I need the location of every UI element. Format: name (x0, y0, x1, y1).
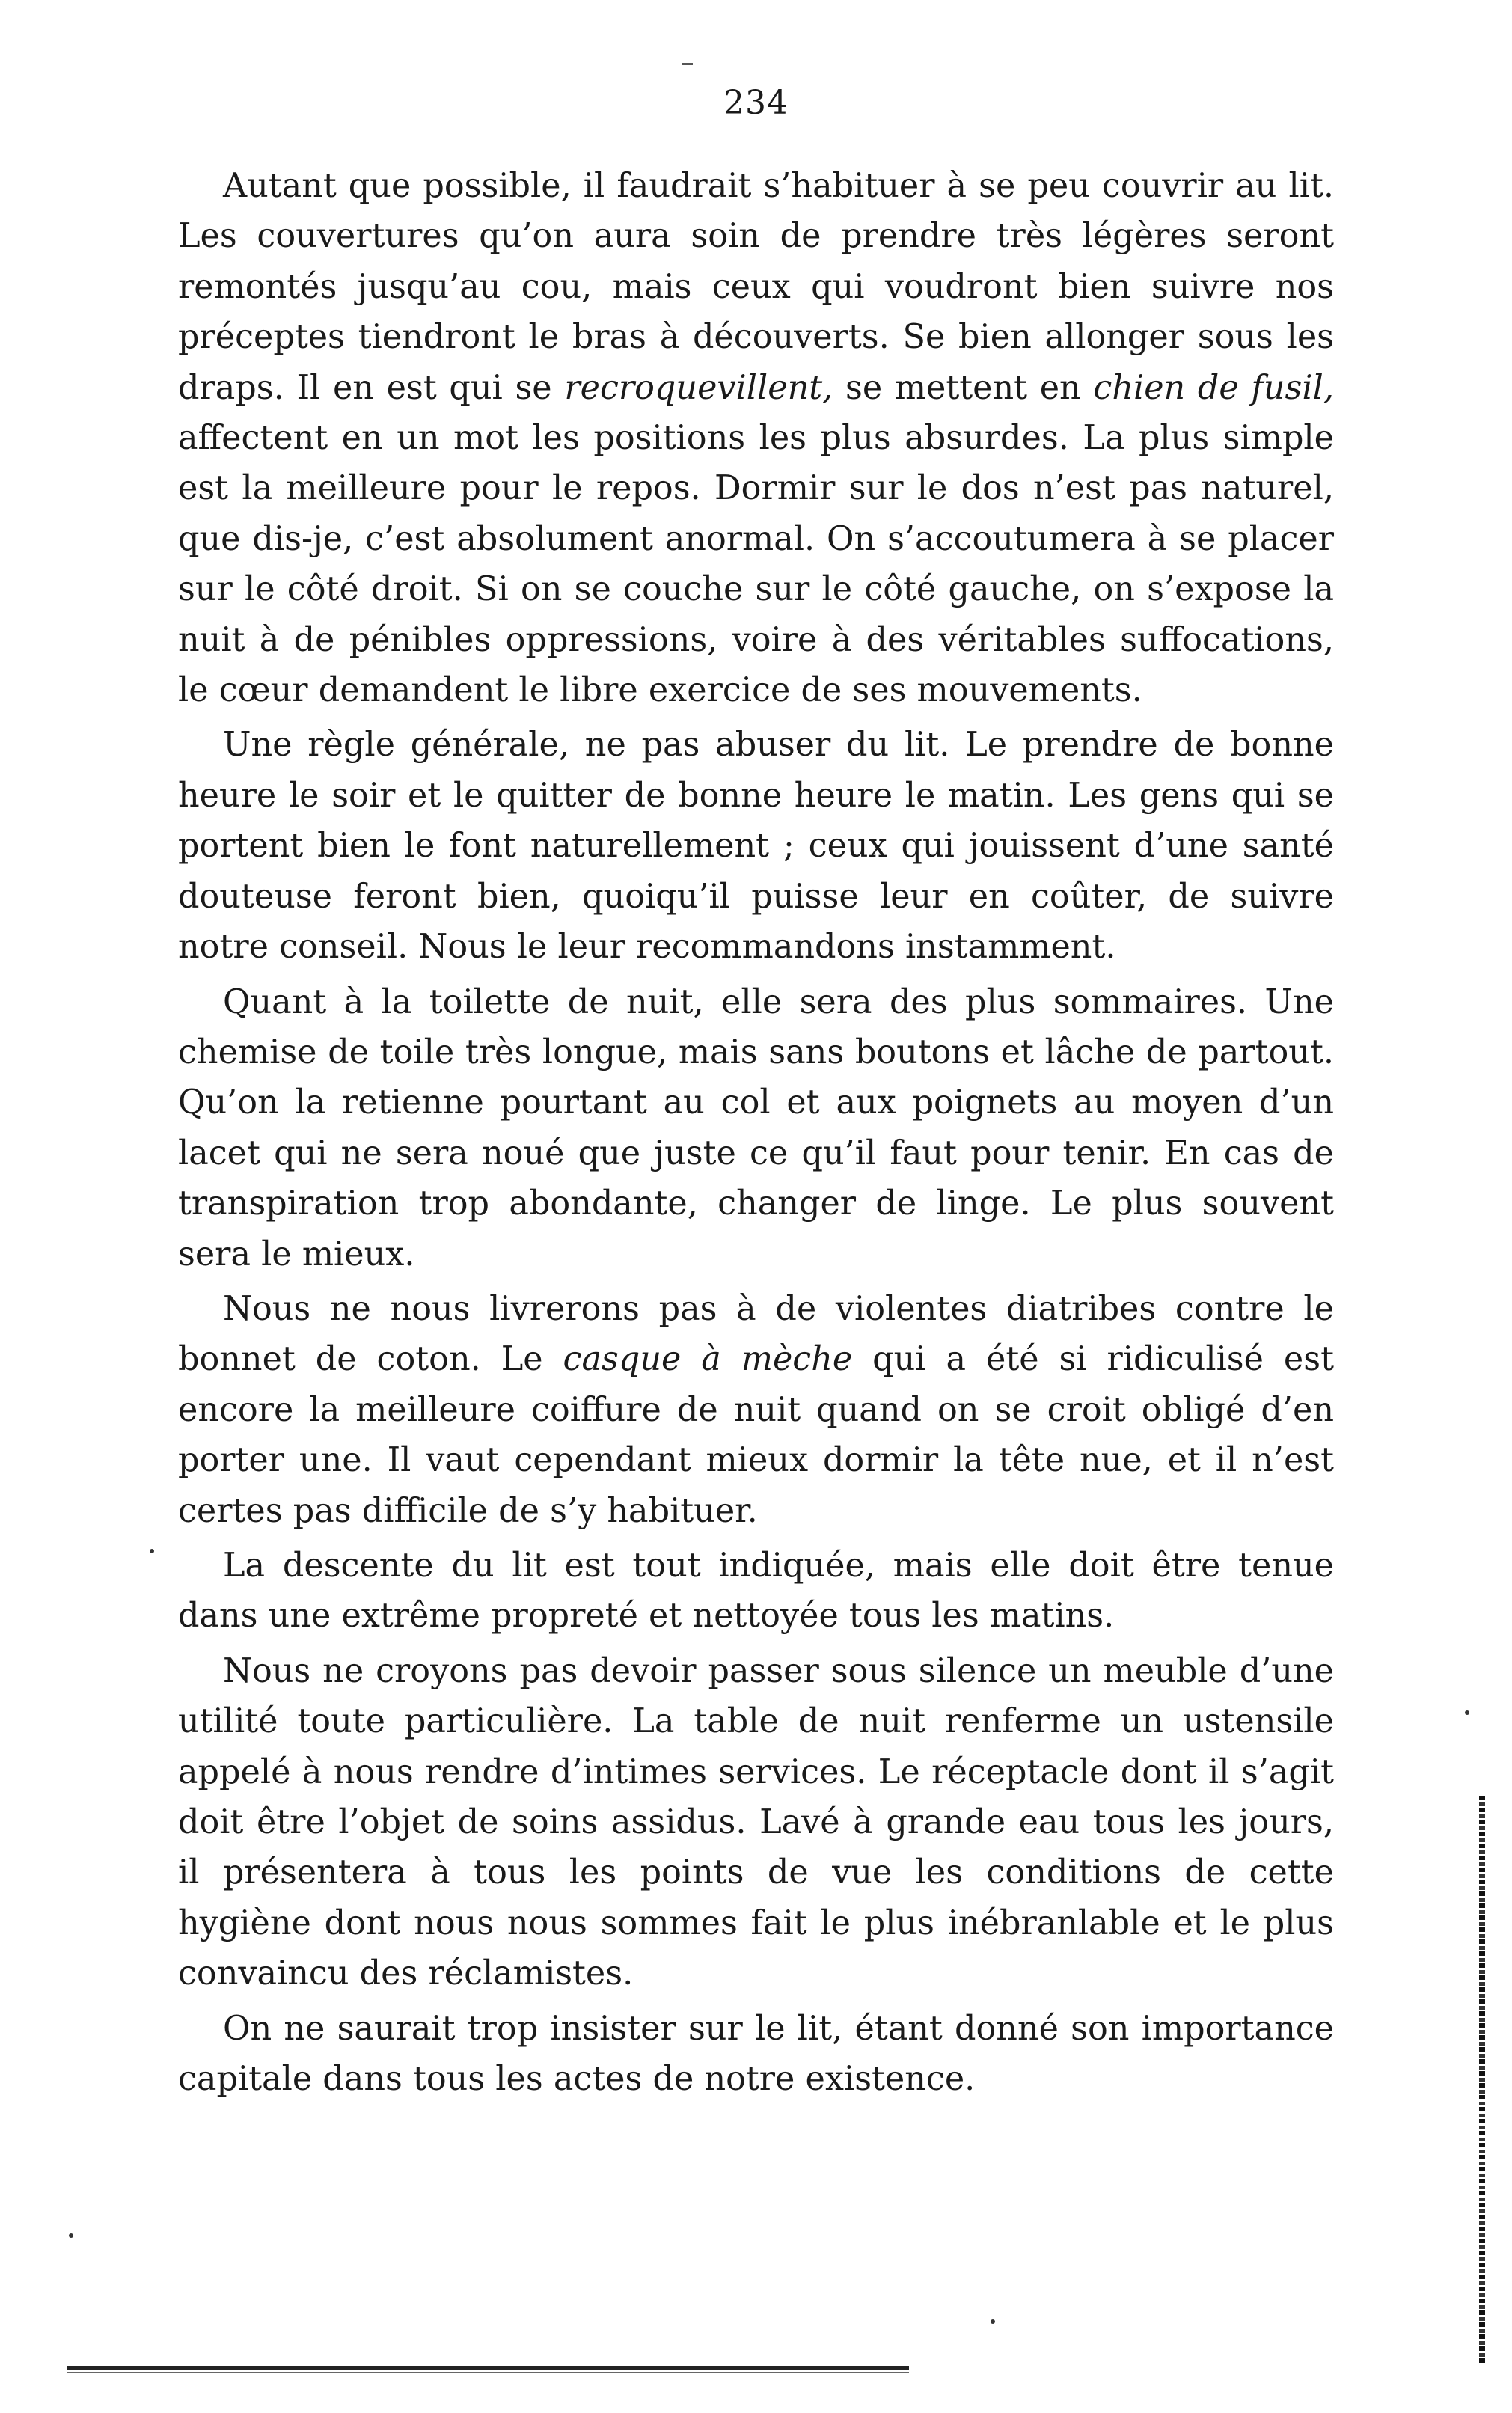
italic-phrase: casque à mèche (563, 1340, 853, 1379)
text-run: On ne saurait trop insister sur le lit, étant donné son importance capitale dans tous les actes de notre existence. (178, 2009, 1334, 2099)
text-run: Nous ne croyons pas devoir passer sous silence un meuble d’une utilité toute particulière. La table de nuit renferme un ustensile appelé à nous rendre d’intimes services. Le réceptacle dont il s’agit doit être l’objet de soins assidus. Lavé à grande eau tous les jours, il présentera à tous les points de vue les conditions de cette hygiène dont nous nous sommes fait le plus inébranlable et le plus convaincu des réclamistes. (178, 1651, 1334, 1993)
scan-mark (682, 63, 693, 65)
bottom-rule-thin (67, 2372, 909, 2373)
text-run: La descente du lit est tout indiquée, mais elle doit être tenue dans une extrême propreté et nettoyée tous les matins. (178, 1546, 1334, 1636)
italic-phrase: chien de fusil, (1093, 368, 1335, 407)
scan-speck (69, 2233, 73, 2238)
paragraph (178, 1541, 1334, 1642)
paragraph (178, 1284, 1334, 1536)
text-run: Une règle générale, ne pas abuser du lit. Le prendre de bonne heure le soir et le quitter de bonne heure le matin. Les gens qui se portent bien le font naturellement ; ceux qui jouissent d’une santé douteuse feront bien, quoiqu’il puisse leur en coûter, de suivre notre conseil. Nous le leur recommandons instamment. (178, 726, 1334, 967)
scan-speck (1465, 1710, 1469, 1715)
italic-phrase: recroquevillent, (564, 368, 833, 407)
text-run: affectent en un mot les positions les plus absurdes. La plus simple est la meilleure pour le repos. Dormir sur le dos n’est pas naturel, que dis-je, c’est absolument anormal. On s’accoutumera à se placer sur le côté droit. Si on se couche sur le côté gauche, on s’expose la nuit à de pénibles oppressions, voire à des véritables suffocations, le cœur demandent le libre exercice de ses mouvements. (178, 419, 1334, 710)
paragraph (178, 720, 1334, 972)
text-run: Quant à la toilette de nuit, elle sera des plus sommaires. Une chemise de toile très longue, mais sans boutons et lâche de partout. Qu’on la retienne pourtant au col et aux poignets au moyen d’un lacet qui ne sera noué que juste ce qu’il faut pour tenir. En cas de transpiration trop abondante, changer de linge. Le plus souvent sera le mieux. (178, 982, 1334, 1273)
bottom-rule (67, 2366, 909, 2370)
text-run: Autant que possible, il faudrait s’habituer à se peu couvrir au lit. Les couvertures qu’on aura soin de prendre très légères seront remontés jusqu’au cou, mais ceux qui voudront bien suivre nos préceptes tiendront le bras à découverts. Se bien allonger sous les draps. Il en est qui se (178, 167, 1334, 407)
scan-speck (991, 2319, 995, 2324)
text-run: Nous ne nous livrerons pas à de violentes diatribes contre le bonnet de coton. Le (178, 1289, 1334, 1379)
paragraph (178, 161, 1334, 715)
paragraph (178, 977, 1334, 1279)
scan-speck (150, 1549, 154, 1553)
text-run: qui a été si ridiculisé est encore la meilleure coiffure de nuit quand on se croit obligé d’en porter une. Il vaut cependant mieux dormir la tête nue, et il n’est certes pas difficile de s’y habituer. (178, 1340, 1334, 1530)
page-number: 234 (723, 84, 789, 122)
paragraph (178, 2004, 1334, 2105)
scan-edge-artifact (1479, 1796, 1485, 2364)
paragraph (178, 1646, 1334, 1999)
body-text (178, 161, 1334, 2108)
text-run: se mettent en (833, 368, 1094, 407)
